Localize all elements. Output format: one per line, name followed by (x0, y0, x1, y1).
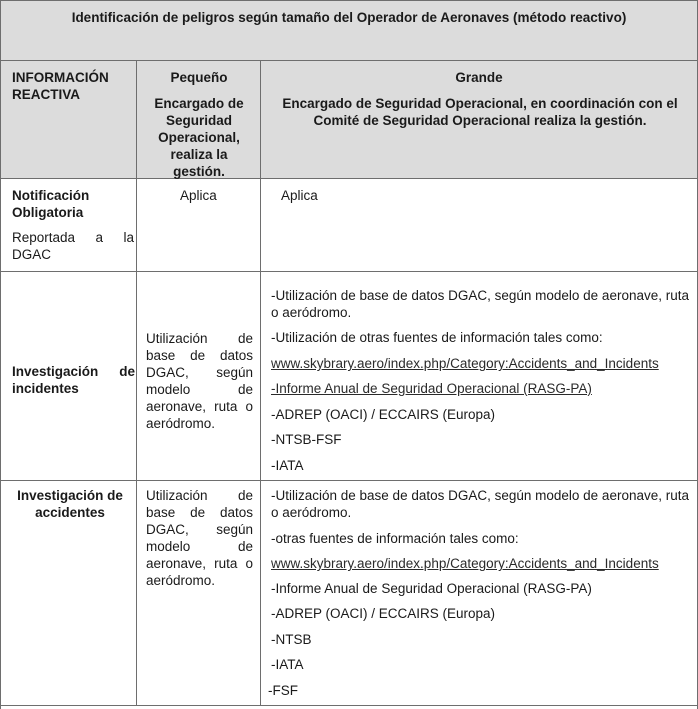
accidentes-item: -IATA (271, 657, 304, 672)
table-title-row (0, 0, 698, 60)
incidentes-item: -Utilización de base de datos DGAC, según modelo de aeronave, ruta o aeródromo. (271, 288, 689, 320)
row-notificacion-large: Aplica (281, 188, 318, 203)
incidentes-skybrary-link[interactable]: www.skybrary.aero/index.php/Category:Accidents_and_Incidents (271, 356, 659, 371)
header-info-reactiva: INFORMACIÓN REACTIVA (12, 70, 109, 102)
accidentes-item: -ADREP (OACI) / ECCAIRS (Europa) (271, 606, 496, 621)
header-small-title: Pequeño (170, 70, 228, 85)
accidentes-item: -FSF (268, 683, 298, 698)
incidentes-item: -Utilización de otras fuentes de información tales como: (271, 330, 603, 345)
row-incidentes-small: Utilización de base de datos DGAC, según modelo de aeronave, ruta o aeródromo. (146, 331, 253, 431)
header-large-title: Grande (455, 70, 503, 85)
incidentes-rasg-link[interactable]: -Informe Anual de Seguridad Operacional (RASG-PA) (271, 381, 592, 396)
row-notificacion-label: Notificación Obligatoria (12, 188, 90, 220)
row-accidentes-label: Investigación de accidentes (17, 488, 123, 520)
incidentes-item: -ADREP (OACI) / ECCAIRS (Europa) (271, 407, 496, 422)
accidentes-skybrary-link[interactable]: www.skybrary.aero/index.php/Category:Accidents_and_Incidents (271, 556, 659, 571)
row-accidentes-small: Utilización de base de datos DGAC, según modelo de aeronave, ruta o aeródromo. (146, 488, 253, 588)
incidentes-item: -IATA (271, 458, 304, 473)
row-notificacion-small: Aplica (180, 188, 217, 203)
header-small-desc: Encargado de Seguridad Operacional, realiza la gestión. (154, 96, 244, 179)
table-title: Identificación de peligros según tamaño del Operador de Aeronaves (método reactivo) (71, 10, 627, 25)
header-large-desc: Encargado de Seguridad Operacional, en coordinación con el Comité de Seguridad Operacional realiza la gestión. (282, 96, 678, 128)
accidentes-item: -otras fuentes de información tales como: (271, 531, 519, 546)
accidentes-item: -NTSB (271, 632, 312, 647)
row-notificacion-sublabel: Reportada a la DGAC (12, 230, 134, 262)
accidentes-item: -Utilización de base de datos DGAC, según modelo de aeronave, ruta o aeródromo. (271, 488, 689, 520)
accidentes-item: -Informe Anual de Seguridad Operacional (RASG-PA) (271, 581, 592, 596)
row-incidentes-label: Investigación de incidentes (12, 364, 135, 396)
incidentes-item: -NTSB-FSF (271, 432, 342, 447)
